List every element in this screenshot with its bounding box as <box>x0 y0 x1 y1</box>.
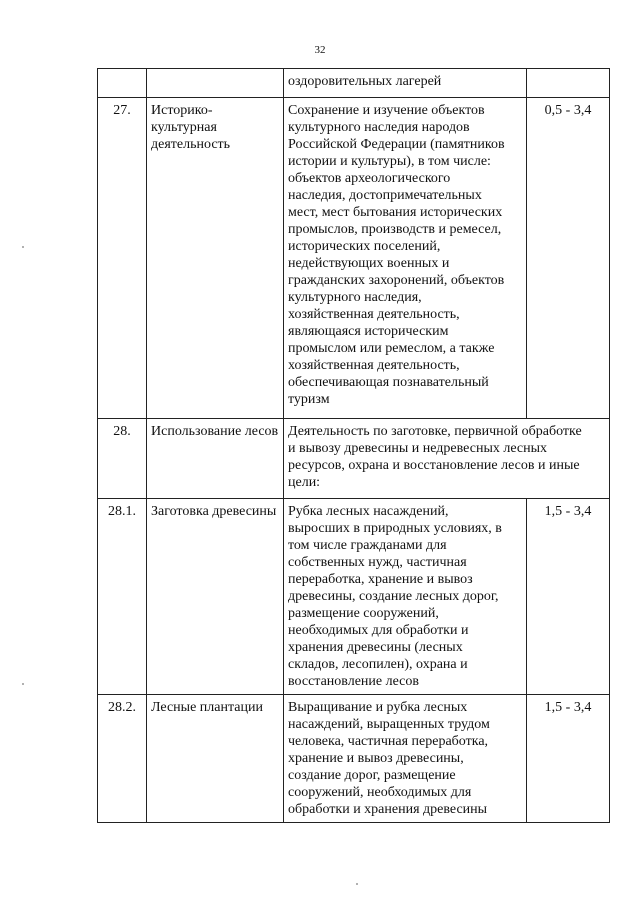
activity-name: Лесные плантации <box>147 695 284 823</box>
table-row <box>98 695 610 823</box>
activity-description: Деятельность по заготовке, первичной обработке и вывозу древесины и недревесных лесных ресурсов, охрана и восстановление лесов и иные цели: <box>284 419 610 499</box>
coefficient-range: 1,5 - 3,4 <box>527 499 610 695</box>
row-number: 28.2. <box>98 695 147 823</box>
table-row <box>98 499 610 695</box>
table-row <box>98 69 610 98</box>
coefficient-range: 1,5 - 3,4 <box>527 695 610 823</box>
activity-description: Сохранение и изучение объектов культурного наследия народов Российской Федерации (памятников истории и культуры), в том числе: объектов археологического наследия, достопримечательных мест, мест бытования исторических промыслов, производств и ремесел, исторических поселений, недействующих военных и гражданских захоронений, объектов культурного наследия, хозяйственная деятельность, являющаяся историческим промыслом или ремеслом, а также хозяйственная деятельность, обеспечивающая познавательный туризм <box>284 98 527 419</box>
scan-artifact <box>356 883 358 885</box>
row-number: 28. <box>98 419 147 499</box>
row-number: 27. <box>98 98 147 419</box>
row-number: 28.1. <box>98 499 147 695</box>
row-number <box>98 69 147 98</box>
activity-name: Историко- культурная деятельность <box>147 98 284 419</box>
scan-artifact <box>22 246 24 248</box>
activity-description: Выращивание и рубка лесных насаждений, выращенных трудом человека, частичная переработка, хранение и вывоз древесины, создание дорог, размещение сооружений, необходимых для обработки и хранения древесины <box>284 695 527 823</box>
activity-name: Заготовка древесины <box>147 499 284 695</box>
page-number: 32 <box>314 44 326 56</box>
zoning-table <box>97 68 610 823</box>
activity-name: Использование лесов <box>147 419 284 499</box>
table-row <box>98 419 610 499</box>
table-row <box>98 98 610 419</box>
coefficient-range <box>527 69 610 98</box>
activity-description: оздоровительных лагерей <box>284 69 527 98</box>
coefficient-range: 0,5 - 3,4 <box>527 98 610 419</box>
activity-name <box>147 69 284 98</box>
scan-artifact <box>22 683 24 685</box>
activity-description: Рубка лесных насаждений, выросших в природных условиях, в том числе гражданами для собственных нужд, частичная переработка, хранение и вывоз древесины, создание лесных дорог, размещение сооружений, необходимых для обработки и хранения древесины (лесных складов, лесопилен), охрана и восстановление лесов <box>284 499 527 695</box>
